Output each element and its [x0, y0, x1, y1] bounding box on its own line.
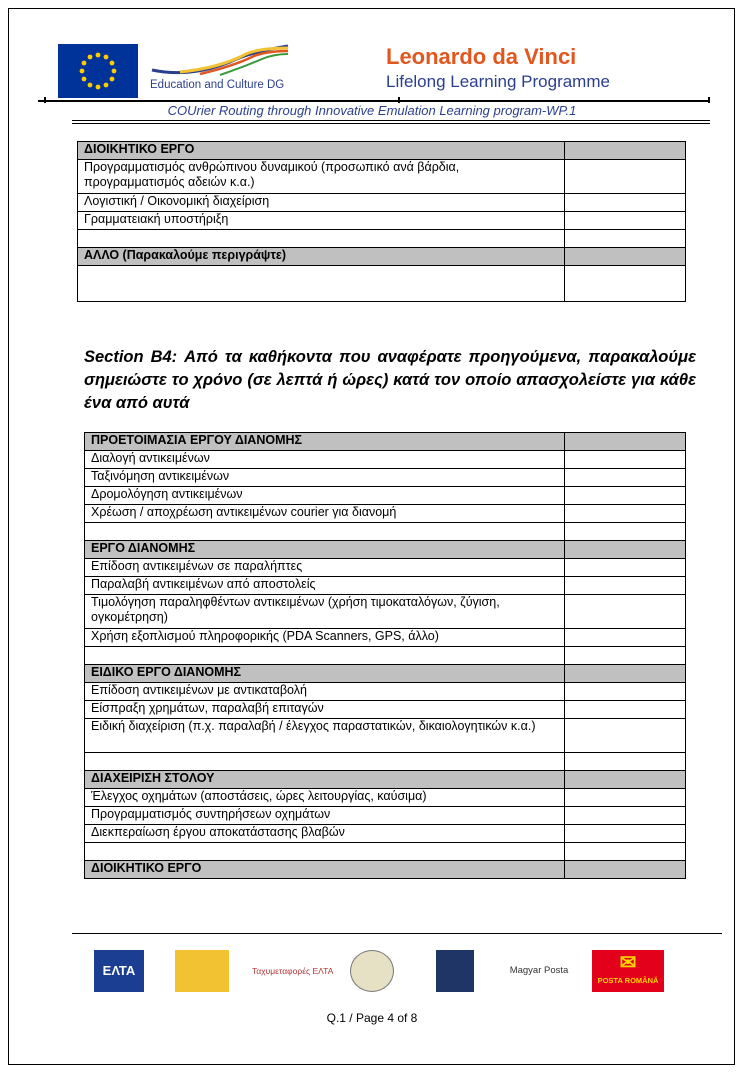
- section-title-cell: ΔΙΟΙΚΗΤΙΚΟ ΕΡΓΟ: [85, 861, 565, 879]
- section-title-cell: ΑΛΛΟ (Παρακαλούμε περιγράψτε): [78, 248, 565, 266]
- task-label-cell: Παραλαβή αντικειμένων από αποστολείς: [85, 577, 565, 595]
- table-row: [85, 577, 686, 595]
- posta-romana-logo: [592, 950, 664, 992]
- task-label-cell: [78, 230, 565, 248]
- table-row: [85, 683, 686, 701]
- table-row: [85, 753, 686, 771]
- table-row: [78, 266, 686, 302]
- time-entry-cell[interactable]: [565, 789, 686, 807]
- time-entry-cell: [565, 771, 686, 789]
- magyar-posta-logo: Magyar Posta: [509, 965, 569, 976]
- time-entry-cell[interactable]: [565, 825, 686, 843]
- time-entry-cell: [565, 541, 686, 559]
- time-entry-cell[interactable]: [565, 230, 686, 248]
- time-entry-cell[interactable]: [565, 753, 686, 771]
- duties-table-admin: [77, 141, 686, 302]
- section-title-cell: ΠΡΟΕΤΟΙΜΑΣΙΑ ΕΡΓΟΥ ΔΙΑΝΟΜΗΣ: [85, 433, 565, 451]
- time-entry-cell[interactable]: [565, 683, 686, 701]
- table-row: [78, 194, 686, 212]
- table-section-header: [78, 142, 686, 160]
- table-section-header: [85, 771, 686, 789]
- table-row: [78, 230, 686, 248]
- task-label-cell: Είσπραξη χρημάτων, παραλαβή επιταγών: [85, 701, 565, 719]
- table-row: [85, 629, 686, 647]
- time-entry-cell[interactable]: [565, 160, 686, 194]
- table-row: [85, 487, 686, 505]
- time-entry-cell[interactable]: [565, 719, 686, 753]
- time-entry-cell[interactable]: [565, 487, 686, 505]
- time-entry-cell[interactable]: [565, 629, 686, 647]
- time-entry-cell[interactable]: [565, 505, 686, 523]
- eu-stars-icon: [58, 44, 138, 98]
- task-label-cell: [78, 266, 565, 302]
- university-seal-logo: [350, 950, 394, 992]
- task-label-cell: Προγραμματισμός ανθρώπινου δυναμικού (προσωπικό ανά βάρδια, προγραμματισμός αδειών κ.α.): [78, 160, 565, 194]
- task-label-cell: [85, 647, 565, 665]
- project-title-line: COUrier Routing through Innovative Emulation Learning program-WP.1: [167, 103, 577, 118]
- footer-divider: [72, 933, 722, 934]
- table-row: [78, 160, 686, 194]
- task-label-cell: Δρομολόγηση αντικειμένων: [85, 487, 565, 505]
- posta-horn-icon: ✉: [619, 952, 637, 974]
- eu-flag-logo: [58, 44, 138, 98]
- section-title-cell: ΕΡΓΟ ΔΙΑΝΟΜΗΣ: [85, 541, 565, 559]
- time-entry-cell[interactable]: [565, 807, 686, 825]
- task-label-cell: Λογιστική / Οικονομική διαχείριση: [78, 194, 565, 212]
- time-entry-cell[interactable]: [565, 212, 686, 230]
- section-b4-heading: Section B4: Από τα καθήκοντα που αναφέρατε προηγούμενα, παρακαλούμε σημειώστε το χρόνο (σε λεπτά ή ώρες) κατά τον οποίο απασχολείστε για κάθε ένα από αυτά: [84, 348, 696, 412]
- time-entry-cell: [565, 665, 686, 683]
- elta-courier-text-logo: Ταχυμεταφορές ΕΛΤΑ: [252, 966, 334, 976]
- time-entry-cell[interactable]: [565, 559, 686, 577]
- time-entry-cell: [565, 433, 686, 451]
- table-row: [85, 469, 686, 487]
- task-label-cell: Ταξινόμηση αντικειμένων: [85, 469, 565, 487]
- time-entry-cell: [565, 142, 686, 160]
- task-label-cell: Ειδική διαχείριση (π.χ. παραλαβή / έλεγχος παραστατικών, δικαιολογητικών κ.α.): [85, 719, 565, 753]
- posta-romana-text: POSTA ROMÂNĂ: [597, 976, 659, 985]
- duties-time-table: [84, 432, 686, 879]
- page-number: Q.1 / Page 4 of 8: [326, 1011, 418, 1025]
- task-label-cell: [85, 523, 565, 541]
- table-row: [85, 505, 686, 523]
- time-entry-cell[interactable]: [565, 577, 686, 595]
- time-entry-cell: [565, 248, 686, 266]
- table-row: [85, 451, 686, 469]
- task-label-cell: Διεκπεραίωση έργου αποκατάστασης βλαβών: [85, 825, 565, 843]
- task-label-cell: Διαλογή αντικειμένων: [85, 451, 565, 469]
- table-row: [85, 807, 686, 825]
- section-title-cell: ΔΙΑΧΕΙΡΙΣΗ ΣΤΟΛΟΥ: [85, 771, 565, 789]
- task-label-cell: Χρέωση / αποχρέωση αντικειμένων courier για διανομή: [85, 505, 565, 523]
- time-entry-cell[interactable]: [565, 469, 686, 487]
- table-row: [85, 701, 686, 719]
- table-row: [85, 595, 686, 629]
- time-entry-cell: [565, 861, 686, 879]
- project-divider-bottom: [72, 123, 710, 124]
- task-label-cell: Γραμματειακή υποστήριξη: [78, 212, 565, 230]
- time-entry-cell[interactable]: [565, 701, 686, 719]
- table-section-header: [85, 665, 686, 683]
- task-label-cell: [85, 753, 565, 771]
- page-header: [0, 0, 744, 130]
- program-subtitle: Lifelong Learning Programme: [386, 72, 610, 91]
- table-row: [85, 523, 686, 541]
- time-entry-cell[interactable]: [565, 194, 686, 212]
- table-row: [78, 212, 686, 230]
- task-label-cell: Έλεγχος οχημάτων (αποστάσεις, ώρες λειτουργίας, καύσιμα): [85, 789, 565, 807]
- task-label-cell: Προγραμματισμός συντηρήσεων οχημάτων: [85, 807, 565, 825]
- task-label-cell: Επίδοση αντικειμένων σε παραλήπτες: [85, 559, 565, 577]
- time-entry-cell[interactable]: [565, 595, 686, 629]
- table-row: [85, 843, 686, 861]
- task-label-cell: Τιμολόγηση παραληφθέντων αντικειμένων (χρήση τιμοκαταλόγων, ζύγιση, ογκομέτρηση): [85, 595, 565, 629]
- table-section-header: [85, 433, 686, 451]
- section-title-cell: ΕΙΔΙΚΟ ΕΡΓΟ ΔΙΑΝΟΜΗΣ: [85, 665, 565, 683]
- table-row: [85, 789, 686, 807]
- table-row: [85, 825, 686, 843]
- table-row: [85, 647, 686, 665]
- program-title: Leonardo da Vinci: [386, 44, 577, 69]
- time-entry-cell[interactable]: [565, 843, 686, 861]
- time-entry-cell[interactable]: [565, 523, 686, 541]
- project-divider-top: [72, 120, 710, 121]
- task-label-cell: Επίδοση αντικειμένων με αντικαταβολή: [85, 683, 565, 701]
- table-section-header: [85, 541, 686, 559]
- time-entry-cell[interactable]: [565, 451, 686, 469]
- table-row: [85, 559, 686, 577]
- eu-dg-caption: Education and Culture DG: [150, 79, 285, 91]
- section-title-cell: ΔΙΟΙΚΗΤΙΚΟ ΕΡΓΟ: [78, 142, 565, 160]
- partner-emblem-logo: [436, 950, 474, 992]
- table-section-header: [85, 861, 686, 879]
- table-row: [85, 719, 686, 753]
- elta-courier-logo: [175, 950, 229, 992]
- education-culture-swoosh-icon: [150, 44, 290, 78]
- task-label-cell: [85, 843, 565, 861]
- elta-logo: ΕΛΤΑ: [94, 950, 144, 992]
- time-entry-cell[interactable]: [565, 266, 686, 302]
- time-entry-cell[interactable]: [565, 647, 686, 665]
- table-section-header: [78, 248, 686, 266]
- task-label-cell: Χρήση εξοπλισμού πληροφορικής (PDA Scanners, GPS, άλλο): [85, 629, 565, 647]
